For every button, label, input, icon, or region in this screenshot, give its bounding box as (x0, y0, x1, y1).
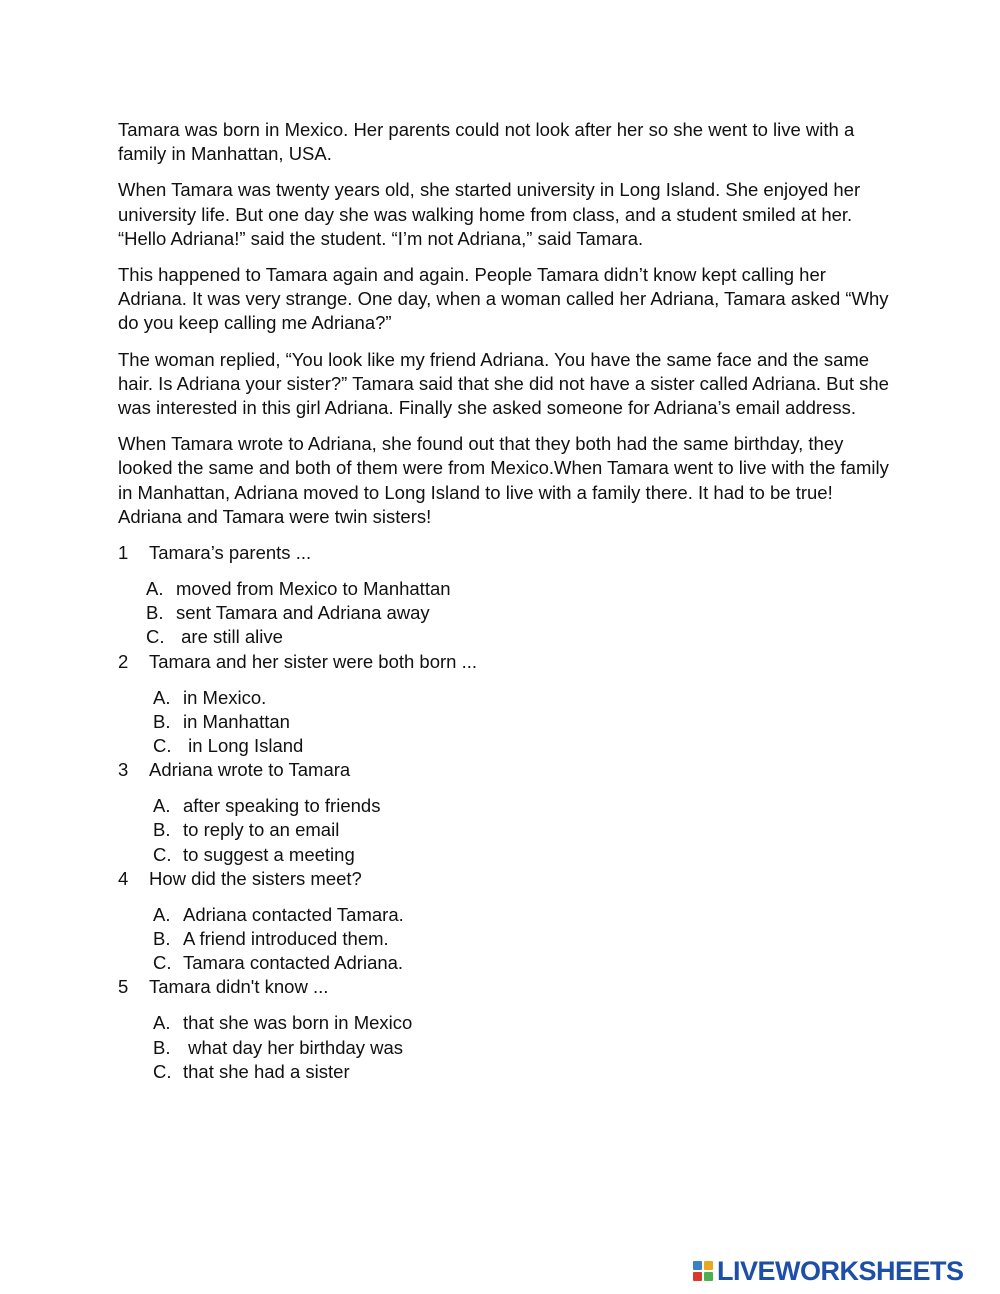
question-number: 2 (118, 650, 129, 672)
worksheet-page (118, 118, 893, 1084)
question-prompt: Tamara didn't know ... (149, 976, 329, 998)
liveworksheets-logo (693, 1256, 964, 1286)
question-1 (118, 541, 893, 650)
option-c[interactable]: C. that she had a sister (153, 1060, 350, 1082)
option-a[interactable]: A. moved from Mexico to Manhattan (146, 578, 451, 600)
option-a[interactable]: A. Adriana contacted Tamara. (153, 903, 404, 925)
paragraph-4: The woman replied, “You look like my friend Adriana. You have the same face and the same hair. Is Adriana your sister?” Tamara said that she did not have a sister called Adriana. But she was interested in this girl Adriana. Finally she asked someone for Adriana’s email address. (118, 348, 889, 419)
logo-blocks-icon (693, 1261, 713, 1281)
option-b[interactable]: B. sent Tamara and Adriana away (146, 602, 430, 624)
paragraph-5: When Tamara wrote to Adriana, she found out that they both had the same birthday, they looked the same and both of them were from Mexico.When Tamara went to live with the family in Manhattan, Adriana moved to Long Island to live with a family there. It had to be true! Adriana and Tamara were twin sisters! (118, 433, 889, 527)
option-b[interactable]: B. what day her birthday was (153, 1036, 404, 1058)
option-b[interactable]: B. to reply to an email (153, 819, 340, 841)
question-5 (118, 975, 893, 1084)
paragraph-3: This happened to Tamara again and again. People Tamara didn’t know kept calling her Adriana. It was very strange. One day, when a woman called her Adriana, Tamara asked “Why do you keep calling me Adriana?” (118, 264, 889, 334)
question-prompt: Tamara’s parents ... (149, 542, 312, 564)
reading-passage (118, 118, 893, 529)
question-number: 1 (118, 542, 129, 564)
option-b[interactable]: B. A friend introduced them. (153, 928, 389, 950)
logo-block (704, 1272, 713, 1281)
option-a[interactable]: A. after speaking to friends (153, 795, 381, 817)
logo-block (693, 1261, 702, 1270)
question-3 (118, 758, 893, 867)
answer-options (153, 686, 893, 759)
logo-text: LIVEWORKSHEETS (717, 1255, 964, 1286)
question-prompt: Tamara and her sister were both born ... (149, 650, 478, 672)
paragraph-1: Tamara was born in Mexico. Her parents could not look after her so she went to live with a family in Manhattan, USA. (118, 119, 855, 165)
option-a[interactable]: A. that she was born in Mexico (153, 1012, 413, 1034)
logo-block (704, 1261, 713, 1270)
option-c[interactable]: C. Tamara contacted Adriana. (153, 952, 404, 974)
option-c[interactable]: C. to suggest a meeting (153, 843, 355, 865)
question-prompt: How did the sisters meet? (149, 867, 362, 889)
option-c[interactable]: C. in Long Island (153, 735, 304, 757)
option-b[interactable]: B. in Manhattan (153, 710, 290, 732)
answer-options (146, 577, 893, 650)
question-number: 4 (118, 867, 129, 889)
question-4 (118, 867, 893, 976)
option-a[interactable]: A. in Mexico. (153, 686, 267, 708)
question-prompt: Adriana wrote to Tamara (149, 759, 351, 781)
answer-options (153, 903, 893, 976)
question-number: 5 (118, 976, 129, 998)
answer-options (153, 1011, 893, 1084)
question-number: 3 (118, 759, 129, 781)
question-2 (118, 650, 893, 759)
option-c[interactable]: C. are still alive (146, 626, 283, 648)
paragraph-2: When Tamara was twenty years old, she started university in Long Island. She enjoyed her university life. But one day she was walking home from class, and a student smiled at her. “Hello Adriana!” said the student. “I’m not Adriana,” said Tamara. (118, 179, 861, 249)
answer-options (153, 794, 893, 867)
logo-block (693, 1272, 702, 1281)
